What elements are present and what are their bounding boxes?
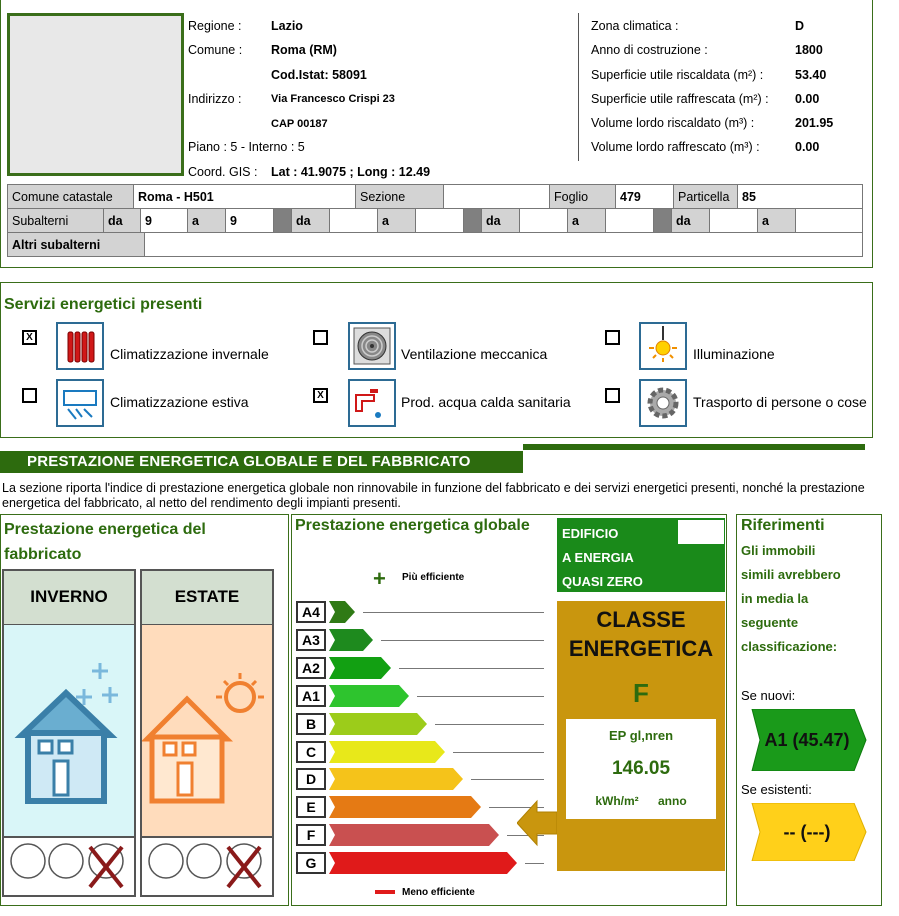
lightbulb-icon <box>639 322 687 370</box>
class-bar <box>329 601 359 625</box>
altri-subalterni-table <box>7 232 863 257</box>
winter-house-icon <box>4 625 134 895</box>
checkbox-illuminazione[interactable] <box>605 330 620 345</box>
service-label-ventilazione-meccanica: Ventilazione meccanica <box>401 346 548 362</box>
altri-subalterni-value <box>145 233 863 257</box>
comune-label: Comune : <box>188 43 243 57</box>
fan-icon <box>348 322 396 370</box>
volume-riscaldato-label: Volume lordo riscaldato (m³) : <box>591 116 755 130</box>
class-label: F <box>296 824 326 846</box>
globale-title: Prestazione energetica globale <box>295 517 530 534</box>
classe-value: F <box>633 678 649 708</box>
cod-istat: Cod.Istat: 58091 <box>271 68 367 82</box>
nzeb-line: QUASI ZERO <box>562 574 643 589</box>
class-guide-line <box>363 612 544 613</box>
volume-raffrescato-label: Volume lordo raffrescato (m³) : <box>591 140 760 154</box>
particella-value: 85 <box>738 185 863 209</box>
subalterni-table <box>7 208 863 233</box>
empty-cell <box>710 209 758 233</box>
da-label: da <box>292 209 330 233</box>
riferimenti-line: in media la <box>741 591 809 606</box>
empty-cell <box>606 209 654 233</box>
minus-icon <box>375 890 395 894</box>
ep-value: 146.05 <box>611 758 671 779</box>
class-guide-line <box>399 668 544 669</box>
coord-value: Lat : 41.9075 ; Long : 12.49 <box>271 165 431 179</box>
nzeb-line: EDIFICIO <box>562 526 619 541</box>
anno-costruzione-label: Anno di costruzione : <box>591 43 708 57</box>
service-label-climatizzazione-invernale: Climatizzazione invernale <box>110 346 269 362</box>
catasto-table <box>7 184 863 209</box>
comune-catastale-label: Comune catastale <box>8 185 134 209</box>
superficie-raffrescata-label: Superficie utile raffrescata (m²) : <box>591 92 769 106</box>
riferimenti-text <box>741 539 841 659</box>
sezione-value <box>444 185 550 209</box>
class-guide-line <box>435 724 544 725</box>
service-label-illuminazione: Illuminazione <box>693 346 775 362</box>
foglio-label: Foglio <box>550 185 616 209</box>
esistenti-class-value: -- (---) <box>783 822 831 842</box>
sezione-label: Sezione <box>356 185 444 209</box>
class-label: E <box>296 796 326 818</box>
service-label-climatizzazione-estiva: Climatizzazione estiva <box>110 394 249 410</box>
services-title: Servizi energetici presenti <box>4 296 203 313</box>
catasto-row <box>8 185 863 209</box>
inverno-header: INVERNO <box>2 569 136 625</box>
piano-interno: Piano : 5 - Interno : 5 <box>188 140 305 154</box>
checkbox-climatizzazione-estiva[interactable] <box>22 388 37 403</box>
riferimenti-line: seguente <box>741 615 799 630</box>
summer-house-icon <box>142 625 272 895</box>
class-bar <box>329 852 521 876</box>
coord-label: Coord. GIS : <box>188 165 258 179</box>
regione-value: Lazio <box>271 19 303 33</box>
a-label: a <box>568 209 606 233</box>
empty-cell <box>330 209 378 233</box>
fabbricato-title: Prestazione energetica del fabbricato <box>4 521 206 563</box>
empty-cell <box>416 209 464 233</box>
building-photo <box>7 13 184 176</box>
altri-subalterni-label: Altri subalterni <box>8 233 145 257</box>
particella-label: Particella <box>674 185 738 209</box>
zona-climatica-value: D <box>795 19 805 33</box>
riferimenti-line: simili avrebbero <box>741 567 841 582</box>
indirizzo-value: Via Francesco Crispi 23 <box>271 93 395 105</box>
se-esistenti-label: Se esistenti: <box>741 782 812 797</box>
superficie-raffrescata-value: 0.00 <box>795 92 820 106</box>
class-guide-line <box>417 696 544 697</box>
air-conditioner-icon <box>56 379 104 427</box>
estate-body <box>140 625 274 897</box>
empty-cell <box>796 209 863 233</box>
spacer-cell <box>654 209 672 233</box>
indirizzo-label: Indirizzo : <box>188 92 242 106</box>
altri-subalterni-row <box>8 233 863 257</box>
classe-title: CLASSE ENERGETICA <box>568 607 714 661</box>
checkbox-ventilazione-meccanica[interactable] <box>313 330 328 345</box>
class-guide-line <box>525 863 544 864</box>
se-nuovi-label: Se nuovi: <box>741 688 796 703</box>
class-guide-line <box>471 779 544 780</box>
service-label-trasporto: Trasporto di persone o cose <box>693 394 867 410</box>
comune-catastale-value: Roma - H501 <box>134 185 356 209</box>
class-guide-line <box>381 640 544 641</box>
checkbox-climatizzazione-invernale[interactable]: X <box>22 330 37 345</box>
subalterni-label: Subalterni <box>8 209 104 233</box>
class-label: C <box>296 741 326 763</box>
nzeb-line: A ENERGIA <box>562 550 634 565</box>
superficie-riscaldata-value: 53.40 <box>795 68 827 82</box>
checkbox-acqua-calda[interactable]: X <box>313 388 328 403</box>
class-label: A1 <box>296 685 326 707</box>
spacer-cell <box>274 209 292 233</box>
nzeb-label <box>562 522 643 594</box>
da-label: da <box>104 209 141 233</box>
class-bar <box>329 796 485 820</box>
a-label: a <box>188 209 226 233</box>
cap-value: CAP 00187 <box>271 118 328 130</box>
class-bar <box>329 713 431 737</box>
volume-raffrescato-value: 0.00 <box>795 140 820 154</box>
a-label: a <box>758 209 796 233</box>
anno-costruzione-value: 1800 <box>795 43 823 57</box>
riferimenti-line: classificazione: <box>741 639 838 654</box>
a-label: a <box>378 209 416 233</box>
class-bar <box>329 657 395 681</box>
meno-efficiente-label: Meno efficiente <box>402 887 475 898</box>
radiator-icon <box>56 322 104 370</box>
class-bar <box>329 768 467 792</box>
nuovi-class-value: A1 (45.47) <box>764 730 850 750</box>
da-label: da <box>672 209 710 233</box>
empty-cell <box>520 209 568 233</box>
info-divider <box>578 13 579 161</box>
gear-icon <box>639 379 687 427</box>
class-bar <box>329 629 377 653</box>
inverno-body <box>2 625 136 897</box>
foglio-value: 479 <box>616 185 674 209</box>
class-bar <box>329 685 413 709</box>
spacer-cell <box>464 209 482 233</box>
class-bar <box>329 824 503 848</box>
class-guide-line <box>453 752 544 753</box>
riferimenti-title: Riferimenti <box>741 517 825 534</box>
class-label: G <box>296 852 326 874</box>
header-rule <box>523 444 865 450</box>
class-bar <box>329 741 449 765</box>
class-label: A4 <box>296 601 326 623</box>
riferimenti-line: Gli immobili <box>741 543 816 558</box>
plus-icon: + <box>373 566 386 591</box>
faucet-icon <box>348 379 396 427</box>
class-label: D <box>296 768 326 790</box>
subalterni-row <box>8 209 863 233</box>
volume-riscaldato-value: 201.95 <box>795 116 834 130</box>
zona-climatica-label: Zona climatica : <box>591 19 679 33</box>
service-label-acqua-calda: Prod. acqua calda sanitaria <box>401 394 571 410</box>
sub-a-value: 9 <box>226 209 274 233</box>
comune-value: Roma (RM) <box>271 43 337 57</box>
ep-label: EP gl,nren <box>608 728 674 743</box>
da-label: da <box>482 209 520 233</box>
section-description: La sezione riporta l'indice di prestazione energetica globale non rinnovabile in funzione del fabbricato e dei servizi energetici presenti, nonché la prestazione energetica del fabbricato, al netto del rendimento degli impianti presenti. <box>2 481 865 510</box>
section-header: PRESTAZIONE ENERGETICA GLOBALE E DEL FABBRICATO <box>27 453 471 470</box>
ep-unit: kWh/m² anno <box>595 794 687 808</box>
estate-header: ESTATE <box>140 569 274 625</box>
regione-label: Regione : <box>188 19 242 33</box>
class-label: A2 <box>296 657 326 679</box>
piu-efficiente-label: Più efficiente <box>402 572 465 583</box>
superficie-riscaldata-label: Superficie utile riscaldata (m²) : <box>591 68 764 82</box>
sub-da-value: 9 <box>141 209 188 233</box>
class-label: B <box>296 713 326 735</box>
class-label: A3 <box>296 629 326 651</box>
nzeb-indicator <box>678 520 724 544</box>
class-pointer-icon <box>517 795 559 851</box>
checkbox-trasporto[interactable] <box>605 388 620 403</box>
